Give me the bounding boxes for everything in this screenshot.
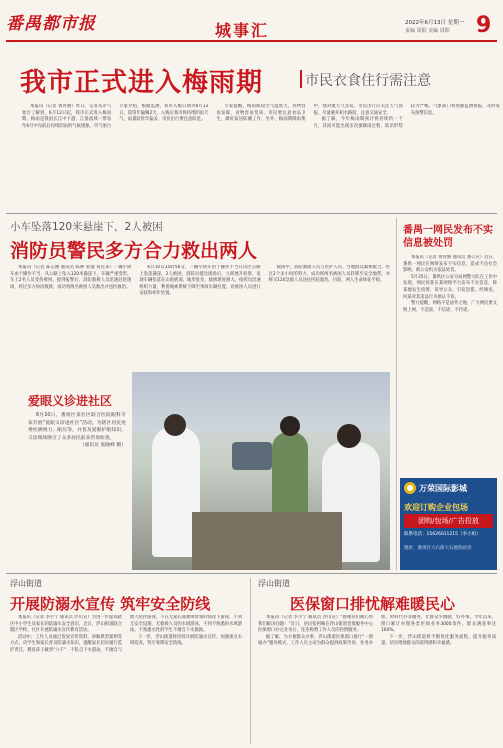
bottom-left-kicker: 浮山街道 bbox=[10, 579, 42, 588]
article2-headline: 消防员警民多方合力救出两人 bbox=[10, 240, 258, 262]
photo-story-caption: 6月10日，番禺区某社区联合医院眼科专家开展“爱眼义诊进社区”活动，为辖区居民免费检测视力、眼压等，并普及爱眼护眼知识。义诊现场吸引了众多居民前来咨询检查。 （通讯员 张晓峰 摄） bbox=[28, 413, 126, 448]
bottom-left-headline: 开展防溺水宣传 筑牢安全防线 bbox=[10, 595, 211, 613]
article1-subhead: 市民衣食住行需注意 bbox=[305, 73, 431, 89]
ad-title: 欢迎订购企业包场 bbox=[404, 503, 468, 512]
masthead bbox=[0, 0, 503, 40]
photo-story-title: 爱眼义诊进社区 bbox=[28, 394, 113, 408]
bottom-right-body: 本报讯（记者 李小宁 通讯员 浮山宣）“感谢你们耐心帮我们解决问题！”近日，居民张阿姨在浮山街道党群服务中心医保窗口办完业务后，连连称赞工作人员的热情服务。 据了解，为方便群众办事，浮山街道医保窗口推行“一窗通办”服务模式，工作人员主动为群众提供政策咨询、业务办理、材料代办等服务，让群众少跑腿、好办事。今年以来，窗口累计办理各类医保业务3000余件，群众满意率达100%。 下一步，浮山街道将不断优化服务流程，提升服务质量，切实增强群众的获得感和幸福感。 bbox=[258, 615, 496, 647]
article2-body: 本报讯（记者 陈志刚 通讯员 陈林 张强 刘先来）一辆小轿车由于操作不当，从公路上坠入120米悬崖下，车辆严重变形，车上2名人员受伤被困。接到报警后，消防救援人员迅速赶赴现场，经过多方协同救援，成功将两名被困人员救出并送医救治。 6月10日15时56分，一辆小轿车由于操作不当在山区公路上坠落悬崖，2人被困。消防员抵达现场后，立即展开侦察，发现车辆坠落在山崖底部，地形复杂，救援难度极大。指挥员迅速组织力量，利用绳索系统下降至事故车辆位置，对被困人员进行安抚和初步处置。 救援中，消防救援人员与医护人员、当地群众紧密配合，经过2个多小时的努力，成功将两名被困人员转移至安全地带，并移交120急救人员送往医院救治。目前，两人生命体征平稳。 bbox=[10, 265, 390, 297]
bottom-right-kicker: 浮山街道 bbox=[258, 579, 290, 588]
bottom-left-body: 本报讯（记者 李小宁 通讯员 浮山宣）为进一步提高辖区中小学生及家长的防溺水安全意识，近日，浮山街道联合辖区学校、社区开展防溺水宣传教育活动。 活动中，工作人员通过发放宣传资料、讲解典型案例等方式，向学生和家长普及防溺水知识，提醒家长切实履行监护责任，教育孩子做到“六不”：不私自下水游泳，不擅自与他人结伴游泳，不在无家长或教师带领的情况下游泳，不到无安全设施、无救援人员的水域游泳，不到不熟悉的水域游泳，不熟悉水性的学生不擅自下水施救。 下一步，浮山街道将持续开展防溺水宣传，加强重点水域巡查，筑牢暑期安全防线。 bbox=[10, 615, 242, 653]
film-reel-icon bbox=[404, 482, 416, 494]
ad-subtitle: 团购/包场/广告投放 bbox=[404, 514, 493, 528]
ad-address: 地址：番禺区大石街大石地铁站旁 bbox=[404, 546, 472, 551]
editors-line: 责编 周阳 美编 周阳 bbox=[405, 28, 450, 34]
article1-headline: 我市正式进入梅雨期 bbox=[20, 68, 264, 98]
cinema-ad[interactable] bbox=[400, 478, 497, 570]
page-number: 9 bbox=[476, 13, 492, 38]
photo-credit: （通讯员 张晓峰 摄） bbox=[79, 443, 126, 448]
subhead-bar-icon bbox=[300, 70, 302, 88]
bottom-right-headline: 医保窗口排忧解难暖民心 bbox=[290, 595, 456, 613]
date-line: 2022年6月13日 星期一 bbox=[405, 20, 465, 26]
article1-body: 本报讯（记者 黄青丽）昨日，记者从市气象台了解到，6月12日起，我市正式进入梅雨期。梅雨是我国长江中下游、江淮流域一带每年6月中旬前后持续阴雨的气候现象。市气象台专家介绍，根据监测，我市入梅日期为6月12日，较常年偏晚2天，入梅后我市将持续阴雨天气，雨量较常年偏多，市民出行要注意防范。 专家提醒，梅雨期间空气湿度大，衣物容易发霉，食物容易变质，市民要注意食品卫生，做好家居防潮工作。另外，梅雨期降雨集中，强对流天气多发，市民出行应关注天气预报，尽量避开积水路段，注意交通安全。 据了解，今年梅雨期预计将持续约一个月，其间可能出现多次强降雨过程，防汛形势较为严峻。气象部门将加强监测预报，及时发布预警信息。 bbox=[22, 104, 500, 129]
eye-clinic-photo bbox=[132, 372, 390, 570]
section-title: 城事汇 bbox=[215, 21, 270, 40]
paper-logo: 番禺都市报 bbox=[6, 14, 96, 34]
sidebar-body: 本报讯（记者 黄青丽 通讯员 番公宣）近日，番禺一网民在网络发布不实信息，造成不良社会影响，被公安机关依法处罚。 5月25日，番禺区公安分局网警大队在工作中发现，网民何某在某网络平台发布不实信息，称某地发生疫情，误导公众，引发恐慌。经调查，何某对其违法行为供认不讳。 警方提醒，网络不是法外之地，广大网民要文明上网，不造谣、不信谣、不传谣。 bbox=[403, 255, 497, 313]
article2-kicker: 小车坠落120米悬崖下，2人被困 bbox=[10, 221, 163, 233]
ad-brand: 万荣国际影城 bbox=[419, 484, 467, 493]
ad-phone: 联系电话：15626011215（李小姐） bbox=[404, 532, 481, 537]
sidebar-headline: 番禺一网民发布不实信息被处罚 bbox=[403, 225, 493, 249]
